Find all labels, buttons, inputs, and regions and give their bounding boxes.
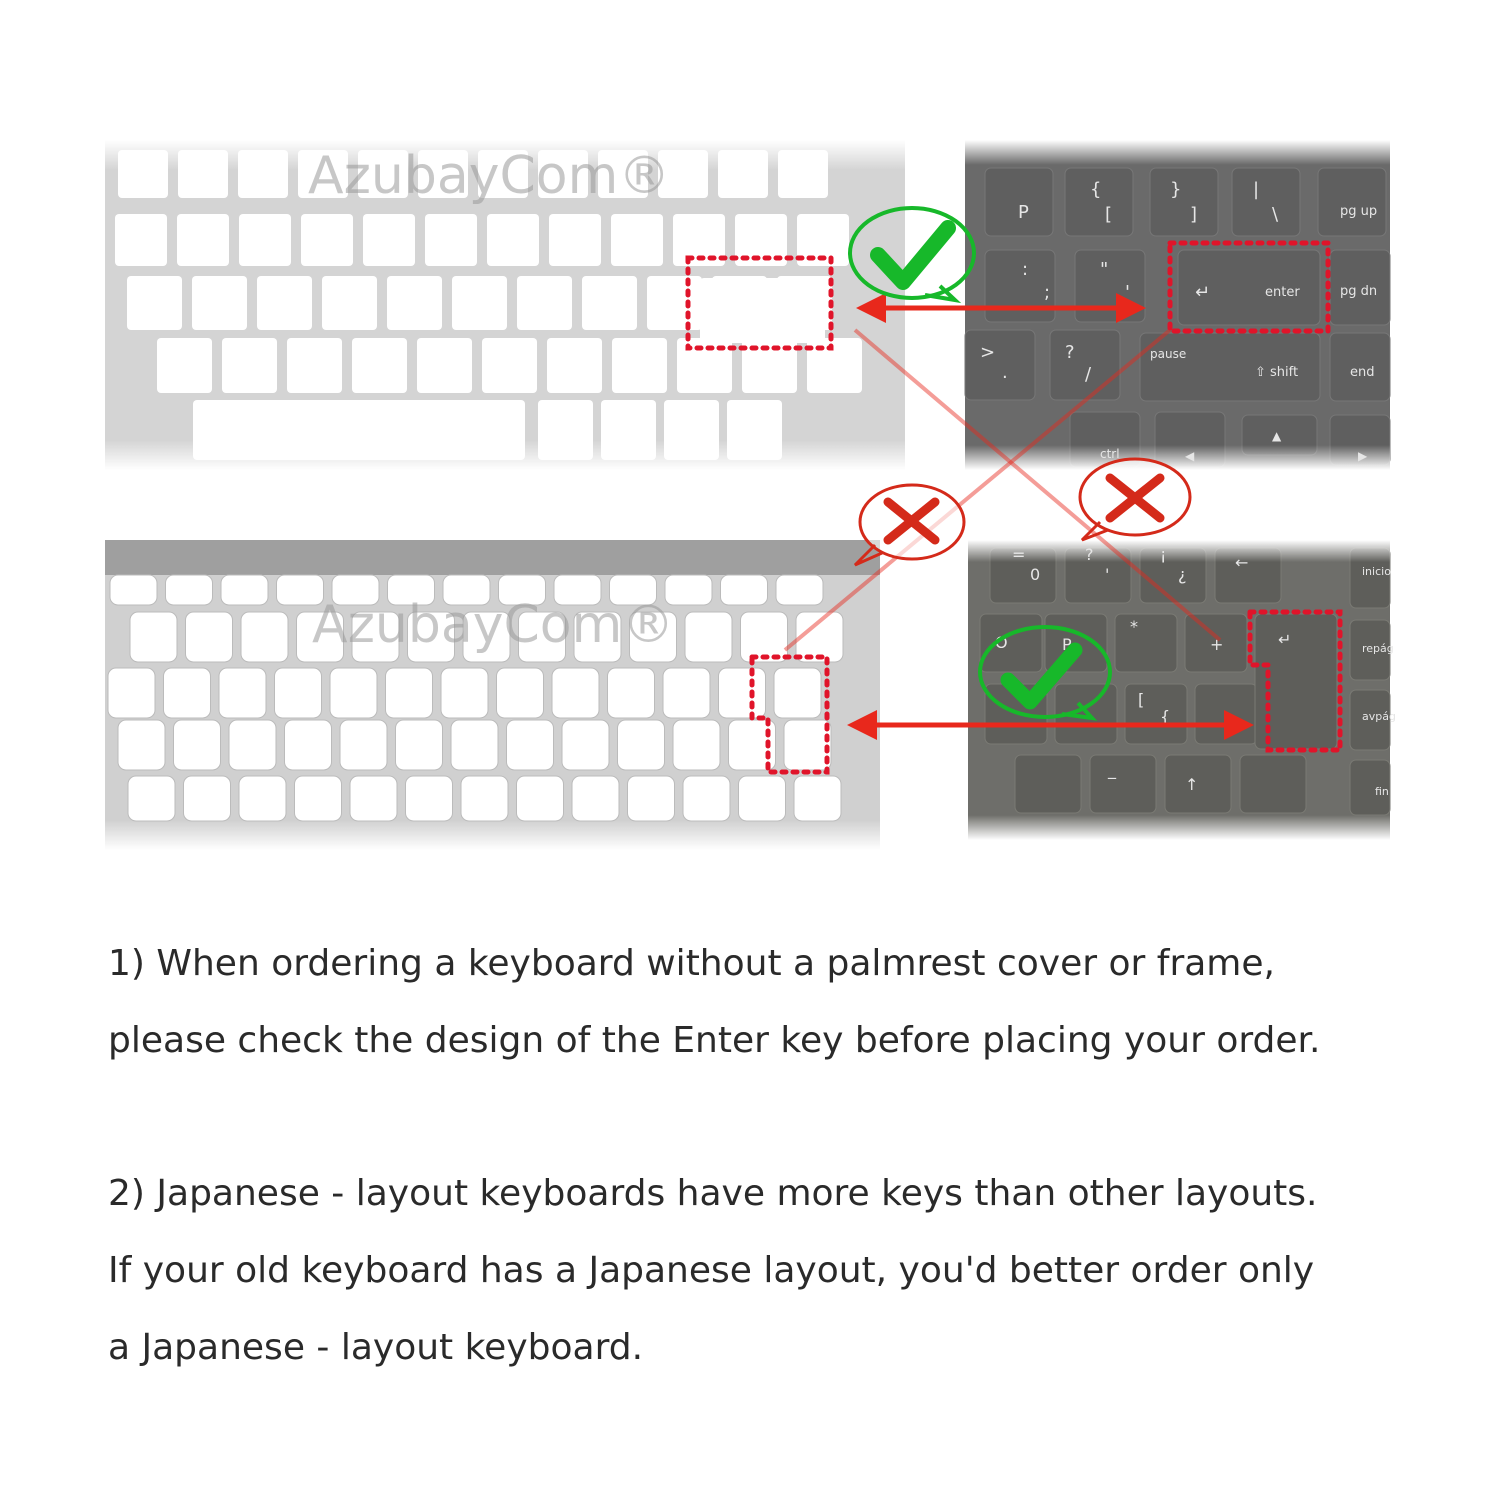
keycap [406, 776, 453, 821]
note-1-line-2: please check the design of the Enter key before placing your order. [108, 1020, 1321, 1061]
keycap [517, 776, 564, 821]
keycap [287, 338, 342, 393]
keycap [166, 575, 213, 605]
cross-bubble-right [1080, 459, 1190, 540]
key-label-pg-dn: pg dn [1340, 284, 1378, 299]
key-label-pg-up: pg up [1340, 204, 1378, 219]
keycap [192, 276, 247, 330]
key-label-bracket-open: [ [1105, 204, 1113, 225]
keycap [441, 668, 488, 718]
key-label-dot: . [1002, 362, 1008, 383]
keycap [517, 276, 572, 330]
keycap [547, 338, 602, 393]
keycap [1150, 168, 1218, 236]
keycap [239, 776, 286, 821]
key-label-colon: : [1022, 259, 1029, 280]
key-label-ctrl: ctrl [1100, 447, 1120, 461]
keycap [229, 720, 276, 770]
keycap [425, 214, 477, 266]
keycap [1115, 614, 1177, 672]
key-label-pause: pause [1150, 347, 1187, 361]
keycap [219, 668, 266, 718]
key-label-quote: " [1100, 259, 1109, 280]
keycap [257, 276, 312, 330]
keycap [461, 776, 508, 821]
key-label-inv-quest: ¿ [1178, 565, 1187, 584]
keycap [221, 575, 268, 605]
keycap [1318, 168, 1386, 236]
key-label-gt: > [980, 342, 996, 363]
note-2-line-2: If your old keyboard has a Japanese layout, you'd better order only [108, 1250, 1315, 1291]
keycap [608, 668, 655, 718]
key-label-backslash: \ [1272, 204, 1279, 225]
key-label-question: ? [1065, 342, 1075, 363]
key-label-avpag: avpág [1362, 710, 1396, 723]
key-label-pipe: | [1253, 179, 1260, 200]
keycap [1125, 684, 1187, 744]
key-label-inv-excl: ¡ [1160, 545, 1167, 564]
keycap [965, 330, 1035, 400]
keycap [451, 720, 498, 770]
keycap [1015, 755, 1081, 813]
key-label-repag: repág [1362, 642, 1394, 655]
keycap [108, 668, 155, 718]
keycap [776, 575, 823, 605]
key-label-p: P [1018, 202, 1029, 223]
keycap [794, 776, 841, 821]
keycap [1232, 168, 1300, 236]
key-label-return-arrow: ↵ [1278, 630, 1292, 649]
watermark-top: AzubayCom® [308, 146, 671, 206]
keycap [387, 276, 442, 330]
keycap [774, 668, 821, 718]
key-label-bracket-open: [ [1138, 690, 1145, 709]
key-label-bracket-close: ] [1190, 204, 1198, 225]
keycap [115, 214, 167, 266]
keycap [275, 668, 322, 718]
key-label-question: ? [1085, 545, 1094, 564]
key-label-enter: enter [1265, 285, 1300, 300]
keycap [174, 720, 221, 770]
key-label-slash: / [1085, 364, 1092, 385]
keycap [222, 338, 277, 393]
keycap [128, 776, 175, 821]
keycap [562, 720, 609, 770]
keycap [330, 668, 377, 718]
keycap [487, 214, 539, 266]
note-2-line-3: a Japanese - layout keyboard. [108, 1327, 644, 1368]
note-2-line-1: 2) Japanese - layout keyboards have more keys than other layouts. [108, 1173, 1318, 1214]
key-label-zero: 0 [1030, 565, 1041, 584]
keycap [241, 612, 288, 662]
key-label-fin: fin [1375, 785, 1389, 798]
keycap [721, 575, 768, 605]
keycap [784, 720, 831, 770]
key-label-inicio: inicio [1362, 565, 1391, 578]
keycap [611, 214, 663, 266]
key-label-apostrophe: ' [1125, 282, 1130, 303]
keycap [110, 575, 157, 605]
key-label-up: ↑ [1185, 775, 1199, 794]
keycap [552, 668, 599, 718]
key-label-shift: ⇧ shift [1255, 365, 1299, 380]
keycap [363, 214, 415, 266]
keycap [980, 614, 1042, 672]
keycap [239, 214, 291, 266]
keycap [1090, 755, 1156, 813]
keycap [482, 338, 537, 393]
keycap [164, 668, 211, 718]
keycap [497, 668, 544, 718]
keycap [683, 776, 730, 821]
keycap [127, 276, 182, 330]
key-label-backspace: ← [1235, 553, 1249, 572]
keycap [719, 668, 766, 718]
keycap [157, 338, 212, 393]
keycap [322, 276, 377, 330]
keycap [285, 720, 332, 770]
keycap [340, 720, 387, 770]
key-label-o: O [995, 633, 1008, 652]
keycap [177, 214, 229, 266]
keycap [1075, 250, 1145, 322]
keycap [685, 612, 732, 662]
note-1-line-1: 1) When ordering a keyboard without a palmrest cover or frame, [108, 943, 1275, 984]
keycap [549, 214, 601, 266]
key-label-semicolon: ; [1044, 282, 1051, 303]
keycap [301, 214, 353, 266]
keycap [396, 720, 443, 770]
keycap [663, 668, 710, 718]
key-label-arrow-left: ◀ [1185, 449, 1195, 463]
keycap [130, 612, 177, 662]
key-label-arrow-right: ▶ [1358, 449, 1368, 463]
keycap [352, 338, 407, 393]
keycap [118, 720, 165, 770]
key-label-apostrophe: ' [1105, 565, 1110, 584]
bottom-left-white-keyboard [105, 540, 880, 850]
keycap [452, 276, 507, 330]
key-label-return-arrow: ↵ [1195, 282, 1211, 303]
keycap [647, 276, 702, 330]
key-label-brace-open: { [1090, 179, 1102, 200]
keycap [350, 776, 397, 821]
keycap [386, 668, 433, 718]
key-label-end: end [1350, 365, 1375, 380]
keycap [417, 338, 472, 393]
keycap [184, 776, 231, 821]
keycap [507, 720, 554, 770]
key-label-eq: = [1012, 545, 1026, 564]
keycap [673, 720, 720, 770]
watermark-bottom: AzubayCom® [312, 595, 675, 655]
keycap [628, 776, 675, 821]
key-label-brace-open: { [1160, 707, 1171, 726]
key-label-p: P [1062, 635, 1072, 654]
key-label-brace-close: } [1170, 179, 1182, 200]
keycap [572, 776, 619, 821]
keycap [295, 776, 342, 821]
top-left-white-keyboard [105, 140, 905, 470]
keycap [186, 612, 233, 662]
key-label-plus: + [1210, 635, 1224, 654]
key-label-star: * [1130, 617, 1138, 636]
keycap [1240, 755, 1306, 813]
keycap [612, 338, 667, 393]
keycap [582, 276, 637, 330]
keycap [807, 338, 862, 393]
keycap [739, 776, 786, 821]
key-label-arrow-up: ▲ [1272, 429, 1282, 443]
keycap [700, 278, 825, 343]
keycap [618, 720, 665, 770]
key-label-dash: _ [1108, 760, 1116, 779]
keycap [1195, 684, 1257, 744]
